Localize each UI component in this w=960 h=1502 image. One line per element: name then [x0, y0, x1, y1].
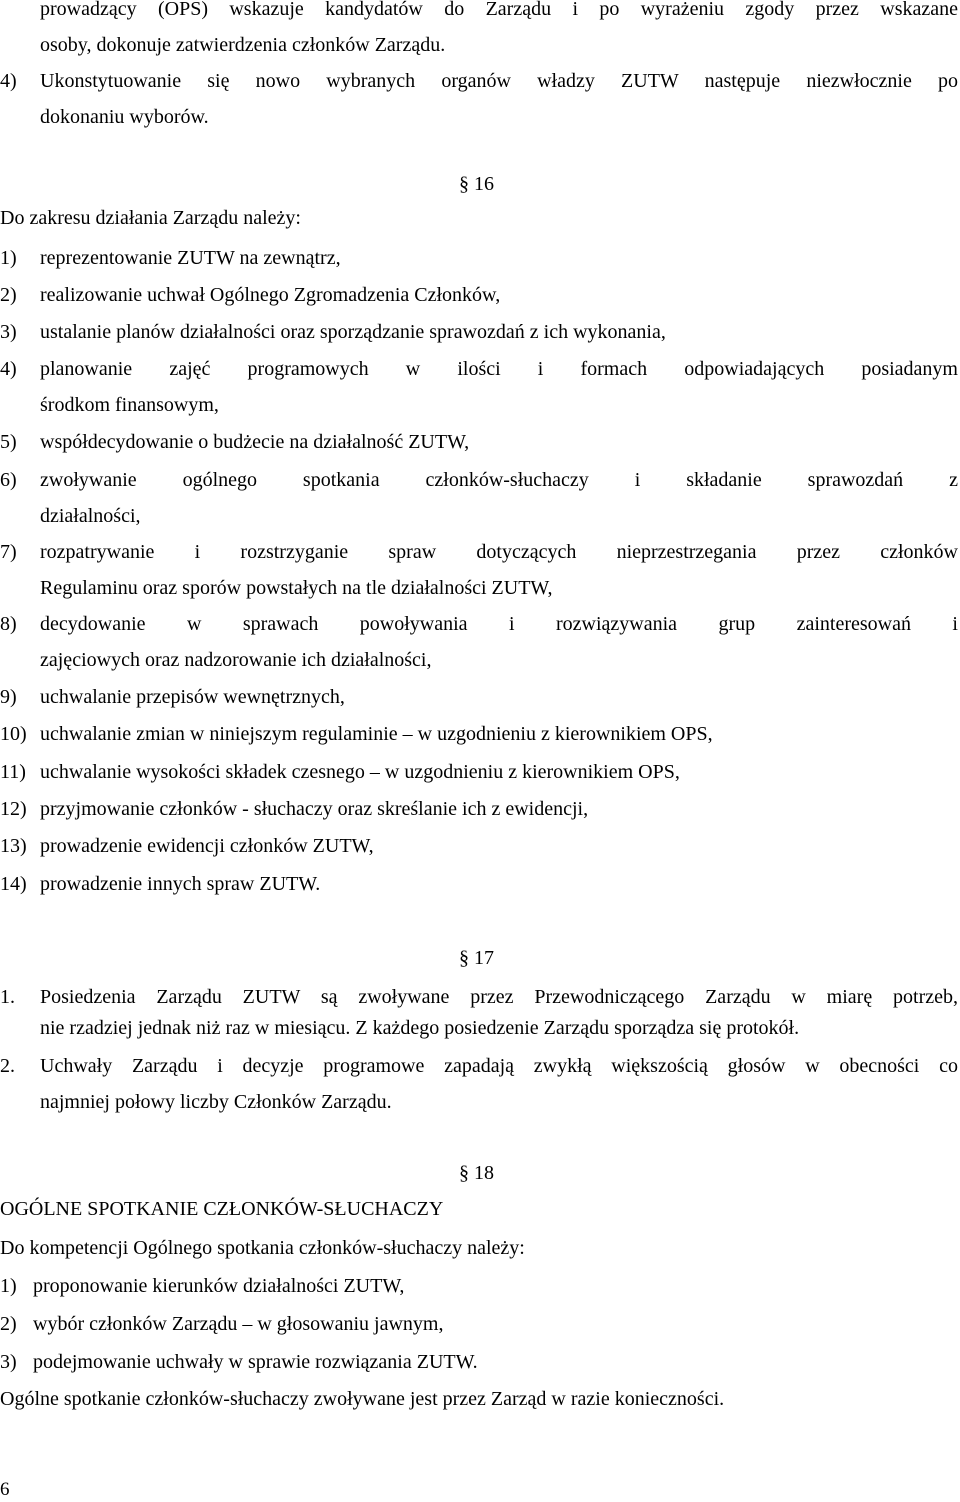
list-item: uchwalanie zmian w niniejszym regulaminie – w uzgodnieniu z kierownikiem OPS, [40, 723, 713, 745]
intro-item4-line-1: Ukonstytuowanie się nowo wybranych organów władzy ZUTW następuje niezwłocznie po [40, 70, 958, 92]
section-16-heading: § 16 [459, 173, 494, 195]
list-item-number: 2) [0, 284, 17, 306]
list-item-number: 3) [0, 1351, 17, 1373]
list-item-number: 3) [0, 321, 17, 343]
list-item-number: 10) [0, 723, 27, 745]
list-item: proponowanie kierunków działalności ZUTW, [33, 1275, 405, 1297]
section-18-heading: § 18 [459, 1162, 494, 1184]
list-item: Uchwały Zarządu i decyzje programowe zapadają zwykłą większością głosów w obecności co [40, 1055, 958, 1077]
list-item-number: 1) [0, 247, 17, 269]
intro-line-1: prowadzący (OPS) wskazuje kandydatów do Zarządu i po wyrażeniu zgody przez wskazane [40, 0, 958, 20]
list-item-continuation: najmniej połowy liczby Członków Zarządu. [40, 1091, 392, 1113]
intro-line-2: osoby, dokonuje zatwierdzenia członków Zarządu. [40, 34, 446, 56]
list-item-continuation: działalności, [40, 505, 141, 527]
list-item-number: 14) [0, 873, 27, 895]
list-item-number: 13) [0, 835, 27, 857]
list-item: realizowanie uchwał Ogólnego Zgromadzenia Członków, [40, 284, 501, 306]
list-item: współdecydowanie o budżecie na działalność ZUTW, [40, 431, 470, 453]
list-item: rozpatrywanie i rozstrzyganie spraw dotyczących nieprzestrzegania przez członków [40, 541, 958, 563]
section-17-heading: § 17 [459, 947, 494, 969]
section-18-lead: Do kompetencji Ogólnego spotkania członków-słuchaczy należy: [0, 1237, 525, 1259]
list-item-continuation: nie rzadziej jednak niż raz w miesiącu. Z każdego posiedzenie Zarządu sporządza się protokół. [40, 1017, 800, 1039]
list-item-number: 4) [0, 358, 17, 380]
list-item-number: 1) [0, 1275, 17, 1297]
list-item-number: 6) [0, 469, 17, 491]
intro-item4-number: 4) [0, 70, 17, 92]
section-18-closing: Ogólne spotkanie członków-słuchaczy zwoływane jest przez Zarząd w razie konieczności. [0, 1388, 725, 1410]
list-item: prowadzenie innych spraw ZUTW. [40, 873, 321, 895]
section-16-lead: Do zakresu działania Zarządu należy: [0, 207, 301, 229]
list-item: planowanie zajęć programowych w ilości i formach odpowiadających posiadanym [40, 358, 958, 380]
list-item-number: 2) [0, 1313, 17, 1335]
list-item-number: 9) [0, 686, 17, 708]
list-item-number: 11) [0, 761, 26, 783]
list-item-continuation: Regulaminu oraz sporów powstałych na tle działalności ZUTW, [40, 577, 553, 599]
list-item-continuation: zajęciowych oraz nadzorowanie ich działalności, [40, 649, 432, 671]
list-item-number: 7) [0, 541, 17, 563]
list-item: decydowanie w sprawach powoływania i rozwiązywania grup zainteresowań i [40, 613, 958, 635]
list-item: podejmowanie uchwały w sprawie rozwiązania ZUTW. [33, 1351, 478, 1373]
page-number: 6 [0, 1479, 10, 1500]
list-item-number: 1. [0, 986, 15, 1008]
list-item: prowadzenie ewidencji członków ZUTW, [40, 835, 374, 857]
list-item: ustalanie planów działalności oraz sporządzanie sprawozdań z ich wykonania, [40, 321, 666, 343]
list-item-continuation: środkom finansowym, [40, 394, 219, 416]
list-item-number: 5) [0, 431, 17, 453]
list-item: zwoływanie ogólnego spotkania członków-słuchaczy i składanie sprawozdań z [40, 469, 958, 491]
list-item: uchwalanie wysokości składek czesnego – w uzgodnieniu z kierownikiem OPS, [40, 761, 680, 783]
list-item: uchwalanie przepisów wewnętrznych, [40, 686, 345, 708]
list-item-number: 12) [0, 798, 27, 820]
list-item: wybór członków Zarządu – w głosowaniu jawnym, [33, 1313, 444, 1335]
list-item: Posiedzenia Zarządu ZUTW są zwoływane przez Przewodniczącego Zarządu w miarę potrzeb, [40, 986, 958, 1008]
list-item: reprezentowanie ZUTW na zewnątrz, [40, 247, 341, 269]
list-item: przyjmowanie członków - słuchaczy oraz skreślanie ich z ewidencji, [40, 798, 589, 820]
list-item-number: 8) [0, 613, 17, 635]
list-item-number: 2. [0, 1055, 15, 1077]
section-18-title: OGÓLNE SPOTKANIE CZŁONKÓW-SŁUCHACZY [0, 1198, 444, 1220]
intro-item4-line-2: dokonaniu wyborów. [40, 106, 209, 128]
